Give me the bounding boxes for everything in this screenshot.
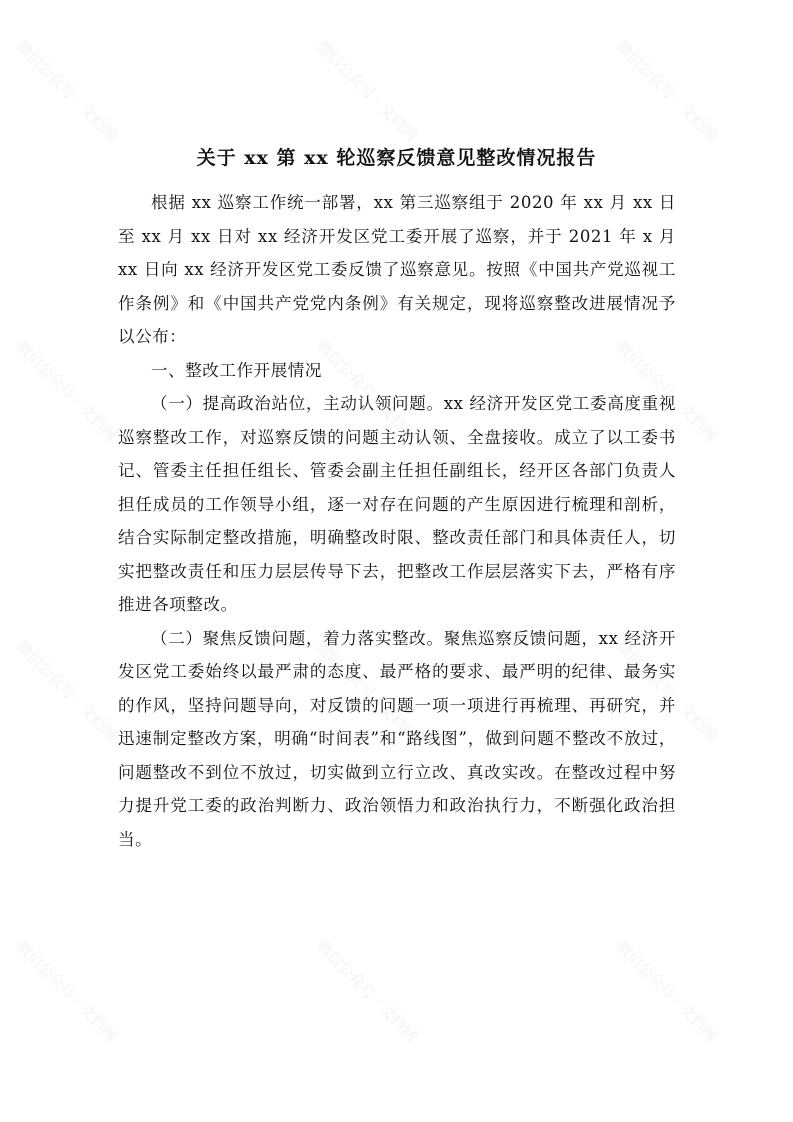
section-heading: 一、整改工作开展情况 [151,360,322,380]
document-body [118,186,676,856]
watermark: 微信公众号 · 文档网 [12,37,121,145]
watermark: 微信公众号 · 文档网 [612,37,721,145]
watermark: 微信公众号 · 文档网 [12,337,121,445]
watermark: 微信公众号 · 文档网 [312,637,421,745]
body-paragraph: （一）提高政治站位，主动认领问题。xx 经济开发区党工委高度重视巡察整改工作，对巡察反馈的问题主动认领、全盘接收。成立了以工委书记、管委主任担任组长、管委会副主任担任副组长，经开区各部门负责人担任成员的工作领导小组，逐一对存在问题的产生原因进行梳理和剖析，结合实际制定整改措施，明确整改时限、整改责任部门和具体责任人，切实把整改责任和压力层层传导下去，把整改工作层层落实下去，严格有序推进各项整改。 [118,394,676,614]
watermark: 微信公众号 · 文档网 [12,937,121,1045]
body-paragraph: （二）聚焦反馈问题，着力落实整改。聚焦巡察反馈问题，xx 经济开发区党工委始终以最严肃的态度、最严格的要求、最严明的纪律、最务实的作风，坚持问题导向，对反馈的问题一项一项进行再梳理、再研究，并迅速制定整改方案，明确“时间表”和“路线图”，做到问题不整改不放过，问题整改不到位不放过，切实做到立行立改、真改实改。在整改过程中努力提升党工委的政治判断力、政治领悟力和政治执行力，不断强化政治担当。 [118,628,676,849]
watermark: 微信公众号 · 文档网 [312,37,421,145]
watermark: 微信公众号 · 文档网 [612,937,721,1045]
watermark: 微信公众号 · 文档网 [12,637,121,745]
intro-paragraph: 根据 xx 巡察工作统一部署，xx 第三巡察组于 2020 年 xx 月 xx 日至 xx 月 xx 日对 xx 经济开发区党工委开展了巡察，并于 2021 年 x 月 xx 日向 xx 经济开发区党工委反馈了巡察意见。按照《中国共产党巡视工作条例》和《中国共产党党内条例》有关规定，现将巡察整改进展情况予以公布： [118,193,676,346]
watermark: 微信公众号 · 文档网 [312,937,421,1045]
watermark: 微信公众号 · 文档网 [612,637,721,745]
document-title: 关于 xx 第 xx 轮巡察反馈意见整改情况报告 [196,146,597,169]
watermark: 微信公众号 · 文档网 [612,337,721,445]
watermark: 微信公众号 · 文档网 [312,337,421,445]
